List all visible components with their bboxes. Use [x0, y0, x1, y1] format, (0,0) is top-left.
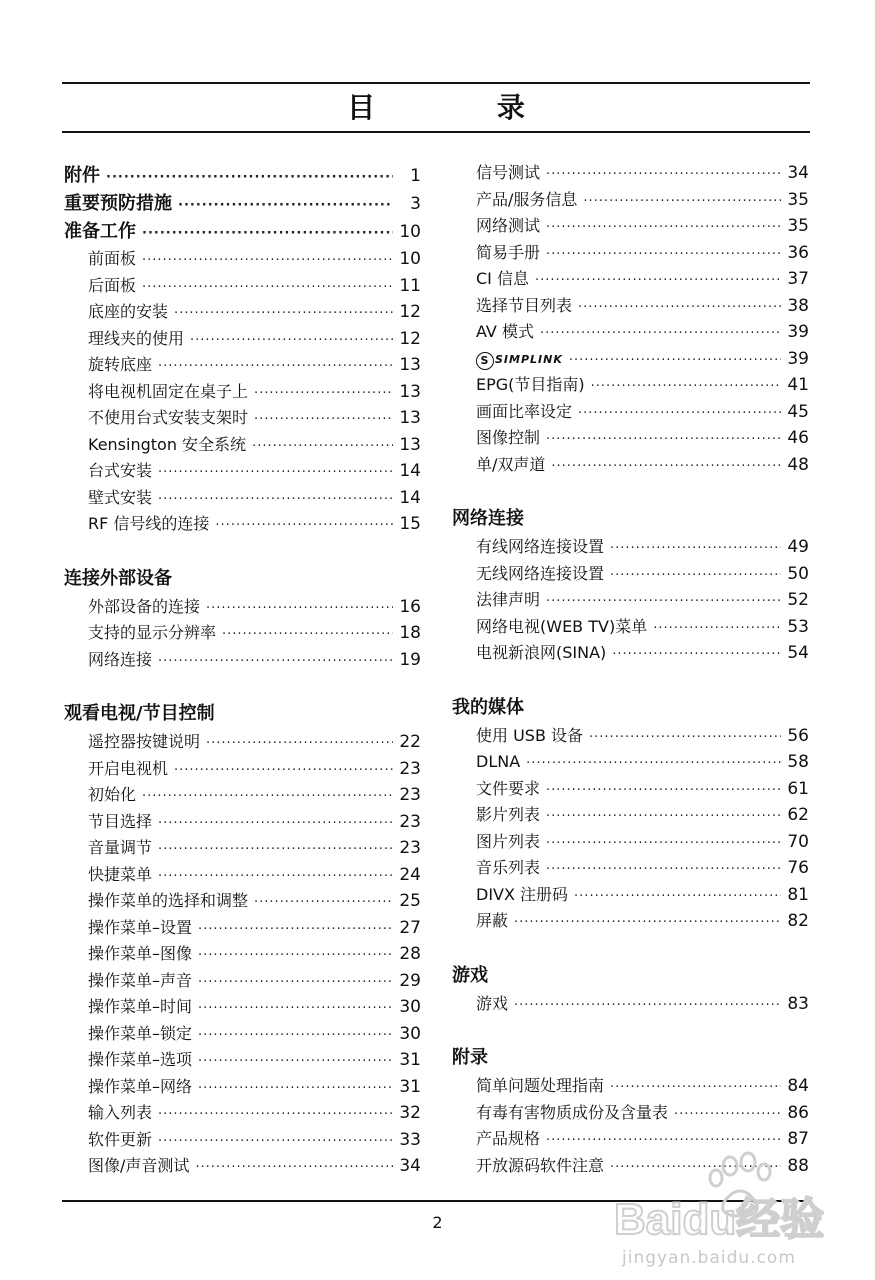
toc-sub-entry[interactable]: [64, 405, 421, 432]
dot-leader: [653, 616, 781, 643]
dot-leader: [546, 831, 781, 858]
toc-entry-label: 底座的安装: [88, 302, 169, 321]
toc-sub-entry[interactable]: [452, 452, 809, 479]
dot-leader: [142, 275, 393, 302]
toc-entry-label: 操作菜单–时间: [88, 997, 193, 1016]
toc-entry-label: CI 信息: [476, 269, 529, 288]
toc-entry-label: 外部设备的连接: [88, 596, 201, 616]
toc-sub-entry[interactable]: [452, 319, 809, 346]
toc-entry-label: AV 模式: [476, 322, 534, 341]
toc-main-entry[interactable]: [64, 218, 421, 246]
toc-entry-label: 操作菜单–设置: [88, 917, 193, 937]
toc-entry-label: 壁式安装: [88, 487, 153, 507]
toc-entry-page: 49: [787, 537, 809, 557]
toc-sub-entry[interactable]: [64, 246, 421, 273]
toc-sub-entry[interactable]: [452, 425, 809, 452]
section-heading: 游戏: [452, 964, 488, 986]
toc-sub-entry[interactable]: [64, 511, 421, 538]
toc-entry-page: 88: [787, 1155, 809, 1176]
toc-entry-label: 有线网络连接设置: [476, 537, 605, 556]
toc-sub-entry[interactable]: [64, 1127, 421, 1154]
toc-entry-page: 13: [399, 355, 421, 375]
toc-entry-label: 音乐列表: [476, 858, 541, 877]
toc-entry-label: EPG(节目指南): [476, 375, 585, 394]
toc-entry-page: 22: [399, 732, 421, 752]
toc-entry-label: 后面板: [88, 275, 137, 295]
toc-sub-entry[interactable]: [452, 614, 809, 641]
toc-entry-label: 图像/声音测试: [88, 1156, 190, 1175]
toc-entry-page: 52: [787, 590, 809, 610]
dot-leader: [198, 1076, 393, 1103]
toc-sub-entry[interactable]: [452, 723, 809, 750]
dot-leader: [206, 731, 393, 758]
toc-entry-page: 45: [787, 401, 809, 422]
toc-entry-label: DLNA: [476, 752, 521, 771]
toc-entry-page: 84: [787, 1076, 809, 1096]
dot-leader: [158, 649, 393, 676]
toc-entry-page: 58: [787, 752, 809, 772]
toc-sub-entry[interactable]: [64, 994, 421, 1021]
dot-leader: [546, 778, 781, 805]
toc-entry-page: 50: [787, 563, 809, 584]
toc-entry-page: 70: [787, 831, 809, 852]
toc-entry-label: 有毒有害物质成份及含量表: [476, 1102, 669, 1122]
dot-leader: [174, 758, 393, 785]
toc-entry-label: 软件更新: [88, 1129, 153, 1149]
toc-entry-page: 81: [787, 884, 809, 905]
dot-leader: [546, 162, 781, 189]
dot-leader: [546, 242, 781, 269]
dot-leader: [578, 401, 781, 428]
toc-sub-entry[interactable]: [64, 1153, 421, 1180]
top-rule: [62, 82, 810, 84]
toc-entry-page: 12: [399, 302, 421, 322]
section-heading: 连接外部设备: [64, 567, 172, 589]
toc-entry-page: 18: [399, 623, 421, 643]
toc-entry-page: 14: [399, 487, 421, 508]
toc-entry-label: 操作菜单–选项: [88, 1050, 193, 1069]
toc-sub-entry[interactable]: [452, 776, 809, 803]
toc-entry-page: 30: [399, 997, 421, 1017]
toc-sub-entry[interactable]: [452, 187, 809, 214]
simplink-s-icon: S: [476, 352, 494, 370]
dot-leader: [158, 460, 393, 487]
dot-leader: [569, 348, 781, 375]
dot-leader: [198, 996, 393, 1023]
toc-entry-label: 理线夹的使用: [88, 328, 185, 348]
dot-leader: [674, 1102, 781, 1129]
toc-entry-page: 19: [399, 649, 421, 670]
toc-entry-label: 附件: [64, 165, 100, 186]
toc-sub-entry[interactable]: [64, 1074, 421, 1101]
toc-entry-label: 操作菜单–锁定: [88, 1023, 193, 1043]
toc-entry-label: 图像控制: [476, 428, 541, 447]
toc-sub-entry[interactable]: [452, 266, 809, 293]
toc-entry-label: 操作菜单–网络: [88, 1076, 193, 1096]
toc-entry-label: 准备工作: [64, 221, 136, 242]
toc-entry-label: 网络测试: [476, 216, 541, 235]
toc-entry-label: 图片列表: [476, 831, 541, 851]
toc-entry-label: 不使用台式安装支架时: [88, 408, 249, 427]
toc-entry-page: 53: [787, 616, 809, 637]
dot-leader: [198, 1049, 393, 1076]
toc-sub-entry[interactable]: [452, 160, 809, 187]
toc-entry-page: 28: [399, 944, 421, 964]
toc-entry-page: 33: [399, 1129, 421, 1150]
toc-entry-label: 旋转底座: [88, 355, 153, 374]
toc-sub-entry[interactable]: [452, 802, 809, 829]
toc-sub-entry[interactable]: [64, 299, 421, 326]
toc-entry-label: 操作菜单–声音: [88, 970, 193, 990]
dot-leader: [610, 563, 781, 590]
toc-entry-label: 开放源码软件注意: [476, 1155, 605, 1175]
dot-leader: [190, 328, 393, 355]
toc-entry-label: 简单问题处理指南: [476, 1076, 605, 1095]
toc-entry-page: 46: [787, 428, 809, 448]
dot-leader: [215, 513, 393, 540]
toc-entry-page: 23: [399, 838, 421, 858]
toc-entry-page: 3: [410, 194, 421, 214]
toc-entry-page: 31: [399, 1076, 421, 1097]
watermark: [612, 1144, 862, 1280]
dot-leader: [254, 890, 393, 917]
toc-sub-entry[interactable]: [64, 862, 421, 889]
toc-sub-entry[interactable]: [452, 561, 809, 588]
dot-leader: [174, 301, 393, 328]
dot-leader: [198, 917, 393, 944]
toc-entry-page: 38: [787, 295, 809, 316]
toc-sub-entry[interactable]: [452, 991, 809, 1018]
toc-entry-page: 13: [399, 381, 421, 402]
toc-entry-label: 台式安装: [88, 461, 153, 480]
page-title: 目 录: [347, 91, 581, 124]
toc-sub-entry[interactable]: [64, 379, 421, 406]
toc-sub-entry[interactable]: [452, 213, 809, 240]
toc-entry-label: 开启电视机: [88, 758, 169, 778]
toc-sub-entry[interactable]: [64, 888, 421, 915]
toc-entry-label: Kensington 安全系统: [88, 434, 247, 454]
toc-sub-entry[interactable]: [64, 326, 421, 353]
toc-sub-entry[interactable]: [64, 647, 421, 674]
dot-leader: [195, 1155, 393, 1182]
dot-leader: [583, 189, 781, 216]
toc-entry-label: RF 信号线的连接: [88, 514, 210, 533]
toc-entry-page: 15: [399, 514, 421, 534]
toc-sub-entry[interactable]: [452, 640, 809, 667]
toc-entry-page: 37: [787, 269, 809, 289]
toc-entry-page: 12: [399, 328, 421, 349]
dot-leader: [158, 837, 393, 864]
dot-leader: [546, 589, 781, 616]
toc-sub-entry[interactable]: [452, 240, 809, 267]
toc-entry-page: 11: [399, 275, 421, 296]
dot-leader: [546, 857, 781, 884]
dot-leader: [551, 454, 781, 481]
toc-entry-label: 单/双声道: [476, 454, 546, 474]
toc-sub-entry[interactable]: [452, 855, 809, 882]
toc-sub-entry[interactable]: [452, 1073, 809, 1100]
toc-entry-label: 选择节目列表: [476, 295, 573, 315]
toc-sub-entry[interactable]: [64, 1100, 421, 1127]
toc-entry-label: 电视新浪网(SINA): [476, 643, 607, 662]
watermark-url: jingyan.baidu.com: [622, 1248, 796, 1268]
toc-main-entry[interactable]: [64, 190, 421, 218]
toc-entry-page: 34: [399, 1156, 421, 1176]
toc-entry-label: [476, 346, 563, 374]
toc-sub-entry[interactable]: [64, 968, 421, 995]
dot-leader: [610, 1075, 781, 1102]
dot-leader: [158, 864, 393, 891]
page-number: 2: [432, 1213, 443, 1232]
toc-sub-entry[interactable]: [64, 594, 421, 621]
dot-leader: [514, 910, 781, 937]
section-heading: 观看电视/节目控制: [64, 703, 215, 724]
toc-entry-page: 30: [399, 1023, 421, 1044]
toc-sub-entry[interactable]: [64, 1047, 421, 1074]
toc-entry-label: 操作菜单–图像: [88, 944, 193, 963]
dot-leader: [106, 164, 393, 192]
toc-entry-page: 23: [399, 785, 421, 805]
toc-entry-page: 27: [399, 917, 421, 938]
dot-leader: [142, 784, 393, 811]
dot-leader: [574, 884, 781, 911]
toc-sub-entry[interactable]: [64, 458, 421, 485]
toc-entry-page: 41: [787, 375, 809, 395]
toc-entry-page: 83: [787, 993, 809, 1014]
dot-leader: [158, 1102, 393, 1129]
toc-entry-page: 14: [399, 461, 421, 481]
toc-entry-page: 1: [410, 166, 421, 186]
toc-entry-label: 前面板: [88, 249, 137, 268]
toc-sub-entry[interactable]: [452, 293, 809, 320]
toc-entry-label: 重要预防措施: [64, 193, 172, 214]
dot-leader: [252, 434, 393, 461]
dot-leader: [198, 970, 393, 997]
toc-sub-entry[interactable]: [64, 485, 421, 512]
toc-entry-label: 屏蔽: [476, 911, 509, 930]
dot-leader: [206, 596, 393, 623]
simplink-logo: [476, 347, 563, 374]
toc-entry-label: 音量调节: [88, 838, 153, 857]
toc-entry-page: 76: [787, 858, 809, 878]
dot-leader: [526, 751, 781, 778]
toc-sub-entry[interactable]: [64, 941, 421, 968]
title-underline-rule: [62, 131, 810, 133]
toc-sub-entry[interactable]: [452, 372, 809, 399]
dot-leader: [514, 993, 781, 1020]
toc-entry-page: 34: [787, 163, 809, 183]
toc-entry-label: DIVX 注册码: [476, 884, 569, 904]
dot-leader: [158, 487, 393, 514]
toc-sub-entry[interactable]: [452, 829, 809, 856]
toc-left-column: [64, 162, 421, 1180]
toc-entry-label: 画面比率设定: [476, 401, 573, 421]
toc-entry-page: 13: [399, 434, 421, 455]
toc-entry-page: 39: [787, 322, 809, 342]
section-heading: 网络连接: [452, 508, 524, 529]
toc-sub-entry[interactable]: [64, 915, 421, 942]
dot-leader: [546, 427, 781, 454]
toc-entry-label: 影片列表: [476, 805, 541, 824]
dot-leader: [535, 268, 781, 295]
toc-entry-page: 62: [787, 805, 809, 825]
dot-leader: [158, 811, 393, 838]
toc-entry-label: 产品/服务信息: [476, 189, 578, 209]
toc-entry-label: 使用 USB 设备: [476, 725, 584, 745]
toc-entry-page: 87: [787, 1129, 809, 1149]
toc-entry-page: 13: [399, 408, 421, 428]
toc-entry-label: 网络连接: [88, 649, 153, 669]
toc-sub-entry[interactable]: [64, 273, 421, 300]
dot-leader: [578, 295, 781, 322]
toc-main-entry[interactable]: [64, 162, 421, 190]
dot-leader: [591, 374, 781, 401]
toc-sub-entry[interactable]: [452, 908, 809, 935]
toc-entry-page: 16: [399, 596, 421, 617]
toc-entry-page: 31: [399, 1050, 421, 1070]
toc-entry-label: 游戏: [476, 993, 509, 1013]
dot-leader: [589, 725, 781, 752]
toc-sub-entry[interactable]: [452, 1100, 809, 1127]
toc-entry-label: 文件要求: [476, 778, 541, 798]
toc-sub-entry[interactable]: [452, 346, 809, 373]
toc-entry-page: 39: [787, 348, 809, 369]
toc-sub-entry[interactable]: [64, 352, 421, 379]
dot-leader: [254, 407, 393, 434]
toc-entry-label: 节目选择: [88, 811, 153, 831]
dot-leader: [222, 622, 393, 649]
toc-sub-entry[interactable]: [64, 432, 421, 459]
simplink-logo-text: SIMPLINK: [495, 353, 563, 367]
toc-sub-entry[interactable]: [64, 729, 421, 756]
toc-sub-entry[interactable]: [64, 809, 421, 836]
toc-sub-entry[interactable]: [452, 882, 809, 909]
toc-sub-entry[interactable]: [64, 835, 421, 862]
toc-sub-entry[interactable]: [64, 756, 421, 783]
toc-entry-page: 36: [787, 242, 809, 263]
toc-entry-page: 82: [787, 911, 809, 931]
dot-leader: [198, 1023, 393, 1050]
toc-entry-label: 操作菜单的选择和调整: [88, 891, 249, 910]
section-heading: 我的媒体: [452, 696, 524, 718]
baidu-paw-icon: [612, 1150, 852, 1250]
dot-leader: [540, 321, 781, 348]
dot-leader: [610, 536, 781, 563]
toc-entry-label: 快捷菜单: [88, 864, 153, 884]
dot-leader: [546, 804, 781, 831]
toc-entry-page: 32: [399, 1103, 421, 1123]
toc-entry-label: 简易手册: [476, 242, 541, 262]
toc-sub-entry[interactable]: [452, 749, 809, 776]
watermark-logo: [612, 1150, 852, 1254]
toc-sub-entry[interactable]: [64, 1021, 421, 1048]
dot-leader: [158, 1129, 393, 1156]
toc-entry-page: 23: [399, 811, 421, 832]
dot-leader: [142, 220, 393, 248]
toc-sub-entry[interactable]: [64, 620, 421, 647]
toc-entry-label: 输入列表: [88, 1103, 153, 1122]
dot-leader: [178, 192, 393, 220]
toc-entry-label: 网络电视(WEB TV)菜单: [476, 616, 648, 636]
toc-entry-label: 遥控器按键说明: [88, 732, 201, 751]
toc-entry-label: 法律声明: [476, 590, 541, 609]
toc-entry-page: 48: [787, 454, 809, 475]
toc-entry-label: 初始化: [88, 785, 137, 804]
toc-entry-page: 24: [399, 864, 421, 885]
toc-entry-page: 54: [787, 643, 809, 663]
toc-entry-label: 支持的显示分辨率: [88, 623, 217, 642]
watermark-logo-text: Baidu经验: [614, 1195, 825, 1244]
toc-entry-page: 29: [399, 970, 421, 991]
toc-entry-page: 61: [787, 778, 809, 799]
dot-leader: [546, 215, 781, 242]
dot-leader: [612, 642, 781, 669]
toc-entry-page: 10: [399, 222, 421, 242]
toc-entry-page: 25: [399, 891, 421, 911]
toc-entry-label: 将电视机固定在桌子上: [88, 381, 249, 401]
dot-leader: [142, 248, 393, 275]
section-heading: 附录: [452, 1047, 488, 1068]
toc-entry-label: 信号测试: [476, 163, 541, 182]
toc-entry-page: 56: [787, 725, 809, 746]
toc-entry-page: 23: [399, 758, 421, 779]
dot-leader: [198, 943, 393, 970]
toc-entry-page: 35: [787, 216, 809, 236]
toc-entry-page: 35: [787, 189, 809, 210]
dot-leader: [158, 354, 393, 381]
toc-entry-label: 产品规格: [476, 1129, 541, 1148]
toc-entry-label: 无线网络连接设置: [476, 563, 605, 583]
toc-entry-page: 86: [787, 1102, 809, 1123]
toc-sub-entry[interactable]: [64, 782, 421, 809]
toc-entry-page: 10: [399, 249, 421, 269]
toc-sub-entry[interactable]: [452, 399, 809, 426]
toc-right-column: [452, 160, 809, 1179]
toc-sub-entry[interactable]: [452, 587, 809, 614]
toc-sub-entry[interactable]: [452, 534, 809, 561]
dot-leader: [254, 381, 393, 408]
